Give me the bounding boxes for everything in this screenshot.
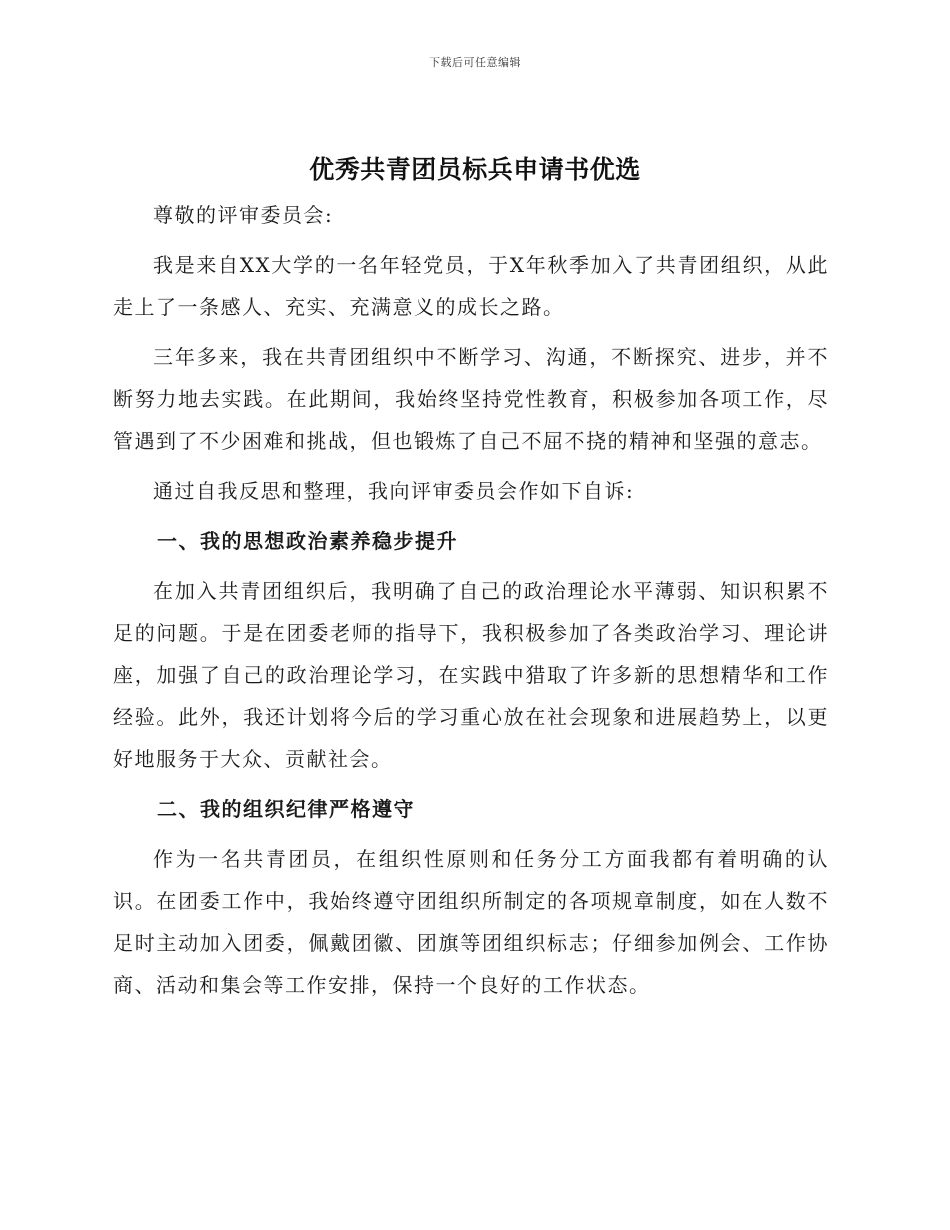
- paragraph-statement: 通过自我反思和整理，我向评审委员会作如下自诉:: [153, 479, 635, 503]
- paragraph-intro: 我是来自XX大学的一名年轻党员，于X年秋季加入了共青团组织，从此走上了一条感人、充实、充满意义的成长之路。: [113, 253, 829, 319]
- document-title: 优秀共青团员标兵申请书优选: [309, 155, 641, 184]
- paragraph-experience: 三年多来，我在共青团组织中不断学习、沟通，不断探究、进步，并不断努力地去实践。在此期间，我始终坚持党性教育，积极参加各项工作，尽管遇到了不少困难和挑战，但也锻炼了自己不屈不挠的精神和坚强的意志。: [113, 345, 829, 453]
- section-heading-political: 一、我的思想政治素养稳步提升: [157, 529, 458, 553]
- section-heading-discipline: 二、我的组织纪律严格遵守: [157, 797, 415, 821]
- section-text-political: 在加入共青团组织后，我明确了自己的政治理论水平薄弱、知识积累不足的问题。于是在团委老师的指导下，我积极参加了各类政治学习、理论讲座，加强了自己的政治理论学习，在实践中猎取了许多新的思想精华和工作经验。此外，我还计划将今后的学习重心放在社会现象和进展趋势上，以更好地服务于大众、贡献社会。: [113, 579, 829, 771]
- document-body: [113, 194, 829, 1006]
- header-note: 下载后可任意编辑: [429, 56, 521, 69]
- salutation: 尊敬的评审委员会:: [153, 203, 334, 227]
- section-text-discipline: 作为一名共青团员，在组织性原则和任务分工方面我都有着明确的认识。在团委工作中，我始终遵守团组织所制定的各项规章制度，如在人数不足时主动加入团委，佩戴团徽、团旗等团组织标志；仔细参加例会、工作协商、活动和集会等工作安排，保持一个良好的工作状态。: [113, 847, 829, 997]
